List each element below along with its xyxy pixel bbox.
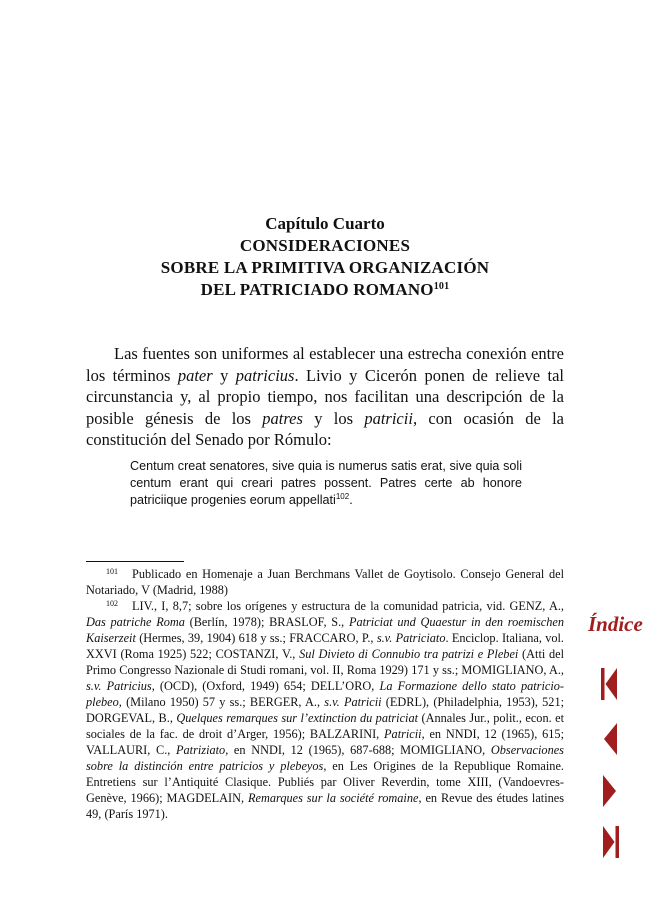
body-text-1: Las fuentes son uniformes al establecer una estrecha conexión entre los términos	[86, 344, 564, 385]
footnote-text: , en NNDI, 12 (1965), 615; VALLAURI, C.,	[86, 727, 564, 757]
next-page-button[interactable]	[600, 774, 620, 808]
footnote-title: Das patriche Roma	[86, 615, 185, 629]
previous-page-button[interactable]	[600, 722, 620, 756]
footnote-text: , en Revue des études latines 49, (París 1971).	[86, 791, 565, 821]
index-link[interactable]: Índice	[588, 612, 643, 636]
chapter-title-line-3-text: DEL PATRICIADO ROMANO	[200, 280, 434, 299]
footnote-text: (OCD), (Oxford, 1949) 654; DELL’ORO,	[154, 679, 380, 693]
body-text-and-2: y los	[302, 408, 365, 428]
footnote-title: s.v. Patricii	[324, 695, 382, 709]
footnote-text: (Berlín, 1978); BRASLOF, S.,	[184, 615, 349, 629]
latin-quotation	[130, 458, 522, 508]
footnote-title: Patriciat und Quaestur in den roemischen Kaiserzeit	[86, 615, 564, 645]
footnote-text: (Annales Jur., polit., econ. et sociales de la fac. de droit d’Arger, 1956); BALZARINI,	[86, 711, 564, 741]
footnote-102	[86, 598, 564, 822]
footnote-ref-101[interactable]: 101	[433, 281, 450, 292]
quotation-end: .	[349, 492, 353, 507]
chapter-number: Capítulo Cuarto	[265, 214, 385, 233]
footnote-text: , en Les Origines de la Republique Romaine. Entretiens sur l’Antiquité Clasique. Publiés par Oliver Reverdin, tome XIII, (Vandoevres-Genève, 1966); MAGDELAIN,	[86, 759, 564, 805]
footnote-number: 102	[106, 599, 118, 608]
first-page-icon	[600, 667, 620, 701]
chapter-heading	[80, 213, 570, 301]
footnote-separator	[86, 561, 184, 562]
footnote-text: Publicado en Homenaje a Juan Berchmans Vallet de Goytisolo. Consejo General del Notariado, V (Madrid, 1988)	[86, 567, 564, 597]
body-text-2: . Livio y Cicerón ponen de relieve tal circunstancia y, al propio tiempo, nos facilitan una descripción de la posible génesis de los	[86, 365, 565, 428]
last-page-button[interactable]	[600, 825, 620, 859]
footnote-title: Sul Divieto di Connubio tra patrizi e Plebei	[299, 647, 519, 661]
footnote-text: , en NNDI, 12 (1965), 687-688; MOMIGLIANO,	[225, 743, 491, 757]
last-page-icon	[600, 825, 620, 859]
footnote-text: LIV., I, 8,7; sobre los orígenes y estructura de la comunidad patricia, vid. GENZ, A.,	[132, 599, 564, 613]
term-pater: pater	[177, 365, 213, 385]
footnote-title: Quelques remarques sur l’extinction du patriciat	[176, 711, 419, 725]
previous-page-icon	[600, 722, 620, 756]
footnote-title: Observaciones sobre la distinción entre patricios y plebeyos	[86, 743, 564, 773]
footnote-text: (Hermes, 39, 1904) 618 y ss.; FRACCARO, P.,	[135, 631, 377, 645]
footnote-title: Patricii	[384, 727, 422, 741]
footnote-text: (EDRL), (Philadelphia, 1953), 521; DORGEVAL, B.,	[86, 695, 565, 725]
chapter-title-line-2: SOBRE LA PRIMITIVA ORGANIZACIÓN	[160, 258, 490, 277]
first-page-button[interactable]	[600, 667, 620, 701]
term-patres: patres	[262, 408, 303, 428]
footnote-title: s.v. Patriciato	[376, 631, 446, 645]
chapter-title-line-1: CONSIDERACIONES	[239, 236, 411, 255]
footnote-title: Remarques sur la société romaine	[248, 791, 419, 805]
next-page-icon	[600, 774, 620, 808]
footnote-title: La Formazione dello stato patricio-plebeo,	[86, 679, 564, 709]
body-text-and-1: y	[212, 365, 236, 385]
quotation-text: Centum creat senatores, sive quia is numerus satis erat, sive quia soli centum erant qui creari patres possent. Patres certe ab honore patriciique progenies eorum appellati	[130, 459, 522, 507]
navigation-panel	[584, 605, 644, 865]
footnote-text: (Milano 1950) 57 y ss.; BERGER, A.,	[121, 695, 325, 709]
term-patricius: patricius	[235, 365, 295, 385]
footnote-text: (Atti del Primo Congresso Nazionale di Studi romani, vol. II, Roma 1929) 171 y ss.; MOMIGLIANO, A.,	[86, 647, 564, 677]
footnote-title: s.v. Patricius,	[86, 679, 155, 693]
footnote-number: 101	[106, 567, 118, 576]
footnote-title: Patriziato	[176, 743, 226, 757]
footnote-text: . Enciclop. Italiana, vol. XXVI (Roma 1925) 522; COSTANZI, V.,	[86, 631, 565, 661]
footnote-ref-102[interactable]: 102	[335, 491, 350, 501]
footnote-101	[86, 566, 564, 598]
body-paragraph	[86, 343, 564, 451]
chapter-title-line-3	[80, 279, 570, 301]
body-text-3: , con ocasión de la constitución del Senado por Rómulo:	[86, 408, 564, 449]
term-patricii: patricii	[364, 408, 413, 428]
footnotes	[86, 566, 564, 822]
